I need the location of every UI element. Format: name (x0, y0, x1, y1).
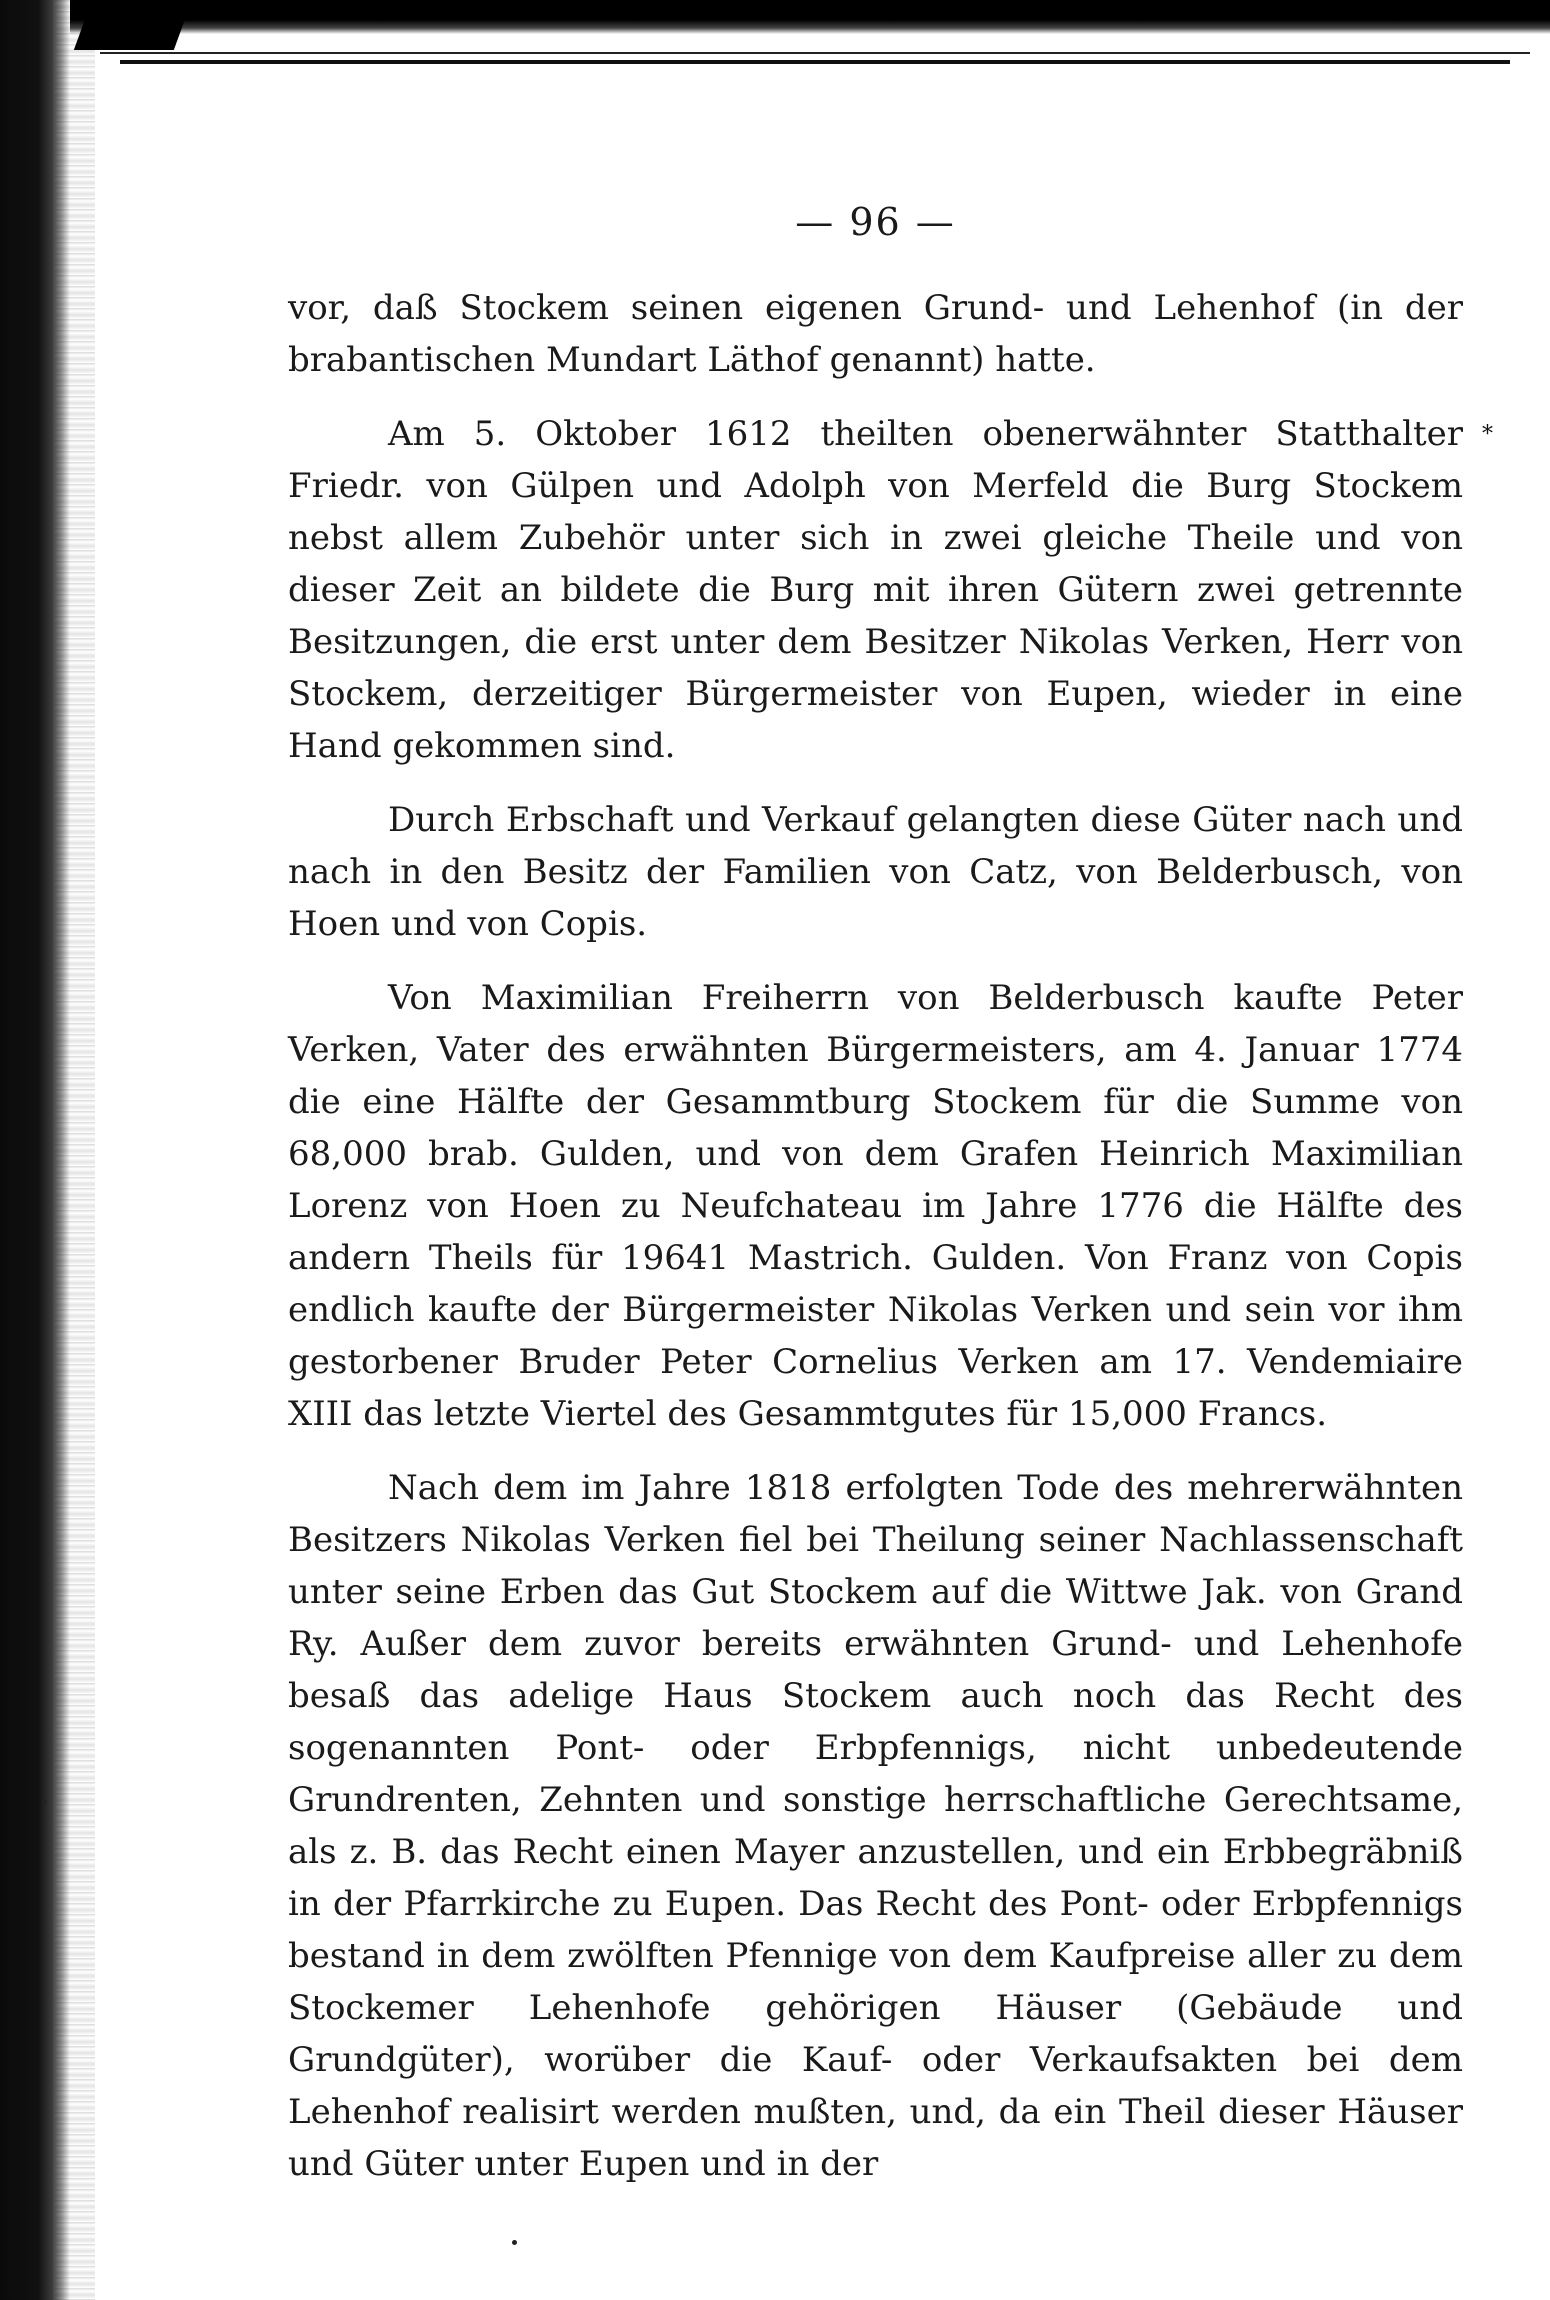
scan-top-rule-thin (100, 52, 1530, 54)
margin-mark: * (1482, 422, 1493, 447)
paragraph-1: vor, daß Stockem seinen eigenen Grund- und Lehenhof (in der brabantischen Mundart Läthof genannt) hatte. (288, 288, 1463, 380)
stray-dot (42, 1800, 47, 1805)
book-page (288, 200, 1463, 2190)
page-number: — 96 — (795, 200, 956, 244)
paragraph-3: Durch Erbschaft und Verkauf gelangten diese Güter nach und nach in den Besitz der Familien von Catz, von Belderbusch, von Hoen und von Copis. (288, 800, 1463, 944)
stray-dot (512, 2240, 517, 2245)
scan-top-rule (120, 60, 1510, 64)
paragraph-5: Nach dem im Jahre 1818 erfolgten Tode des mehrerwähnten Besitzers Nikolas Verken fiel bei Theilung seiner Nachlassenschaft unter seine Erben das Gut Stockem auf die Wittwe Jak. von Grand Ry. Außer dem zuvor bereits erwähnten Grund- und Lehenhofe besaß das adelige Haus Stockem auch noch das Recht des sogenannten Pont- oder Erbpfennigs, nicht unbedeutende Grundrenten, Zehnten und sonstige herrschaftliche Gerechtsame, als z. B. das Recht einen Mayer anzustellen, und ein Erbbegräbniß in der Pfarrkirche zu Eupen. Das Recht des Pont- oder Erbpfennigs bestand in dem zwölften Pfennige von dem Kaufpreise aller zu dem Stockemer Lehenhofe gehörigen Häuser (Gebäude und Grundgüter), worüber die Kauf- oder Verkaufsakten bei dem Lehenhof realisirt werden mußten, und, da ein Theil dieser Häuser und Güter unter Eupen und in der (288, 1468, 1463, 2184)
paragraph-2: Am 5. Oktober 1612 theilten obenerwähnter Statthalter Friedr. von Gülpen und Adolph von Merfeld die Burg Stockem nebst allem Zubehör unter sich in zwei gleiche Theile und von dieser Zeit an bildete die Burg mit ihren Gütern zwei getrennte Besitzungen, die erst unter dem Besitzer Nikolas Verken, Herr von Stockem, derzeitiger Bürgermeister von Eupen, wieder in eine Hand gekommen sind. (288, 414, 1463, 766)
paragraph-4: Von Maximilian Freiherrn von Belderbusch kaufte Peter Verken, Vater des erwähnten Bürgermeisters, am 4. Januar 1774 die eine Hälfte der Gesammtburg Stockem für die Summe von 68,000 brab. Gulden, und von dem Grafen Heinrich Maximilian Lorenz von Hoen zu Neufchateau im Jahre 1776 die Hälfte des andern Theils für 19641 Mastrich. Gulden. Von Franz von Copis endlich kaufte der Bürgermeister Nikolas Verken und sein vor ihm gestorbener Bruder Peter Cornelius Verken am 17. Vendemiaire XIII das letzte Viertel des Gesammtgutes für 15,000 Francs. (288, 978, 1463, 1434)
scan-left-noise (55, 0, 95, 2300)
scan-top-border (0, 0, 1550, 34)
